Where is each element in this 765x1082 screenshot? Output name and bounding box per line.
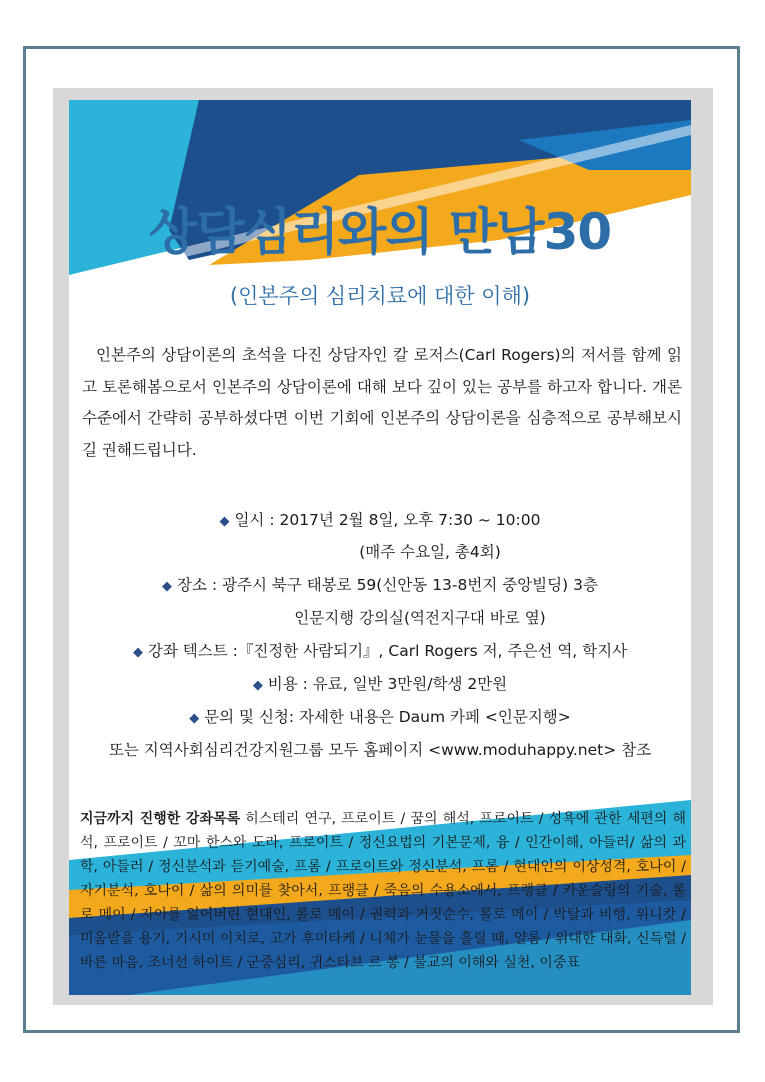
- info-contact-note: 또는 지역사회심리건강지원그룹 모두 홈페이지 <www.moduhappy.net> 참조: [108, 741, 652, 759]
- info-cost: [69, 672, 691, 694]
- poster-title: 상담심리와의 만남30: [148, 203, 612, 261]
- history-list: [80, 807, 686, 975]
- history-text: 히스테리 연구, 프로이트 / 꿈의 해석, 프로이트 / 성욕에 관한 세편의 해석, 프로이트 / 꼬마 한스와 도라, 프로이트 / 정신요법의 기본문제, 융 / 인간이해, 아들러/ 삶의 과학, 아들러 / 정신분석과 듣기예술, 프롬 / 프로이트와 정신분석, 프롬 / 현대인의 이상성격, 호나이 / 자기분석, 호나이 / 삶의 의미를 찾아서, 프랭클 / 죽음의 수용소에서, 프랭클 / 카운슬링의 기술, 롤로 메이 / 자아를 잃어버린 현대인, 롤로 메이 / 권력과 거짓순수, 롤로 메이 / 박탈과 비행, 위니캇 / 미움받을 용기, 기시미 이치로, 고가 후미타케 / 니체가 눈물을 흘릴 때, 얄롬 / 위대한 대화, 신득렬 / 바른 마음, 조너선 하이트 / 군중심리, 귀스타브 르 봉 / 불교의 이해와 실천, 이중표: [80, 811, 686, 971]
- diamond-bullet-icon: ◆: [219, 514, 230, 529]
- info-place-note: 인문지행 강의실(역전지구대 바로 옆): [294, 609, 546, 627]
- diamond-bullet-icon: ◆: [132, 645, 143, 660]
- info-text: [69, 639, 691, 661]
- diamond-bullet-icon: ◆: [162, 579, 173, 594]
- diamond-bullet-icon: ◆: [189, 711, 200, 726]
- info-date-text: 일시 : 2017년 2월 8일, 오후 7:30 ~ 10:00: [234, 511, 541, 529]
- intro-paragraph: 인본주의 상담이론의 초석을 다진 상담자인 칼 로저스(Carl Rogers)의 저서를 함께 읽고 토론해봄으로서 인본주의 상담이론에 대해 보다 깊이 있는 공부를 하고자 합니다. 개론수준에서 간략히 공부하셨다면 이번 기회에 인본주의 상담이론을 심층적으로 공부해보시길 권해드립니다.: [82, 346, 682, 459]
- info-place-text: 장소 : 광주시 북구 태봉로 59(신안동 13-8번지 중앙빌딩) 3층: [176, 576, 598, 594]
- info-date: [69, 508, 691, 530]
- info-place: [69, 573, 691, 595]
- info-cost-text: 비용 : 유료, 일반 3만원/학생 2만원: [267, 675, 508, 693]
- info-text-text: 강좌 텍스트 :『진정한 사람되기』, Carl Rogers 저, 주은선 역, 학지사: [147, 642, 628, 660]
- poster-inner: [69, 100, 691, 995]
- info-date-note: (매주 수요일, 총4회): [359, 543, 501, 561]
- poster: [53, 88, 713, 1005]
- info-contact: [69, 705, 691, 727]
- history-label: 지금까지 진행한 강좌목록: [80, 811, 241, 827]
- info-contact-text: 문의 및 신청: 자세한 내용은 Daum 카페 <인문지행>: [204, 708, 571, 726]
- poster-subtitle: (인본주의 심리치료에 대한 이해): [229, 284, 531, 308]
- diamond-bullet-icon: ◆: [252, 678, 263, 693]
